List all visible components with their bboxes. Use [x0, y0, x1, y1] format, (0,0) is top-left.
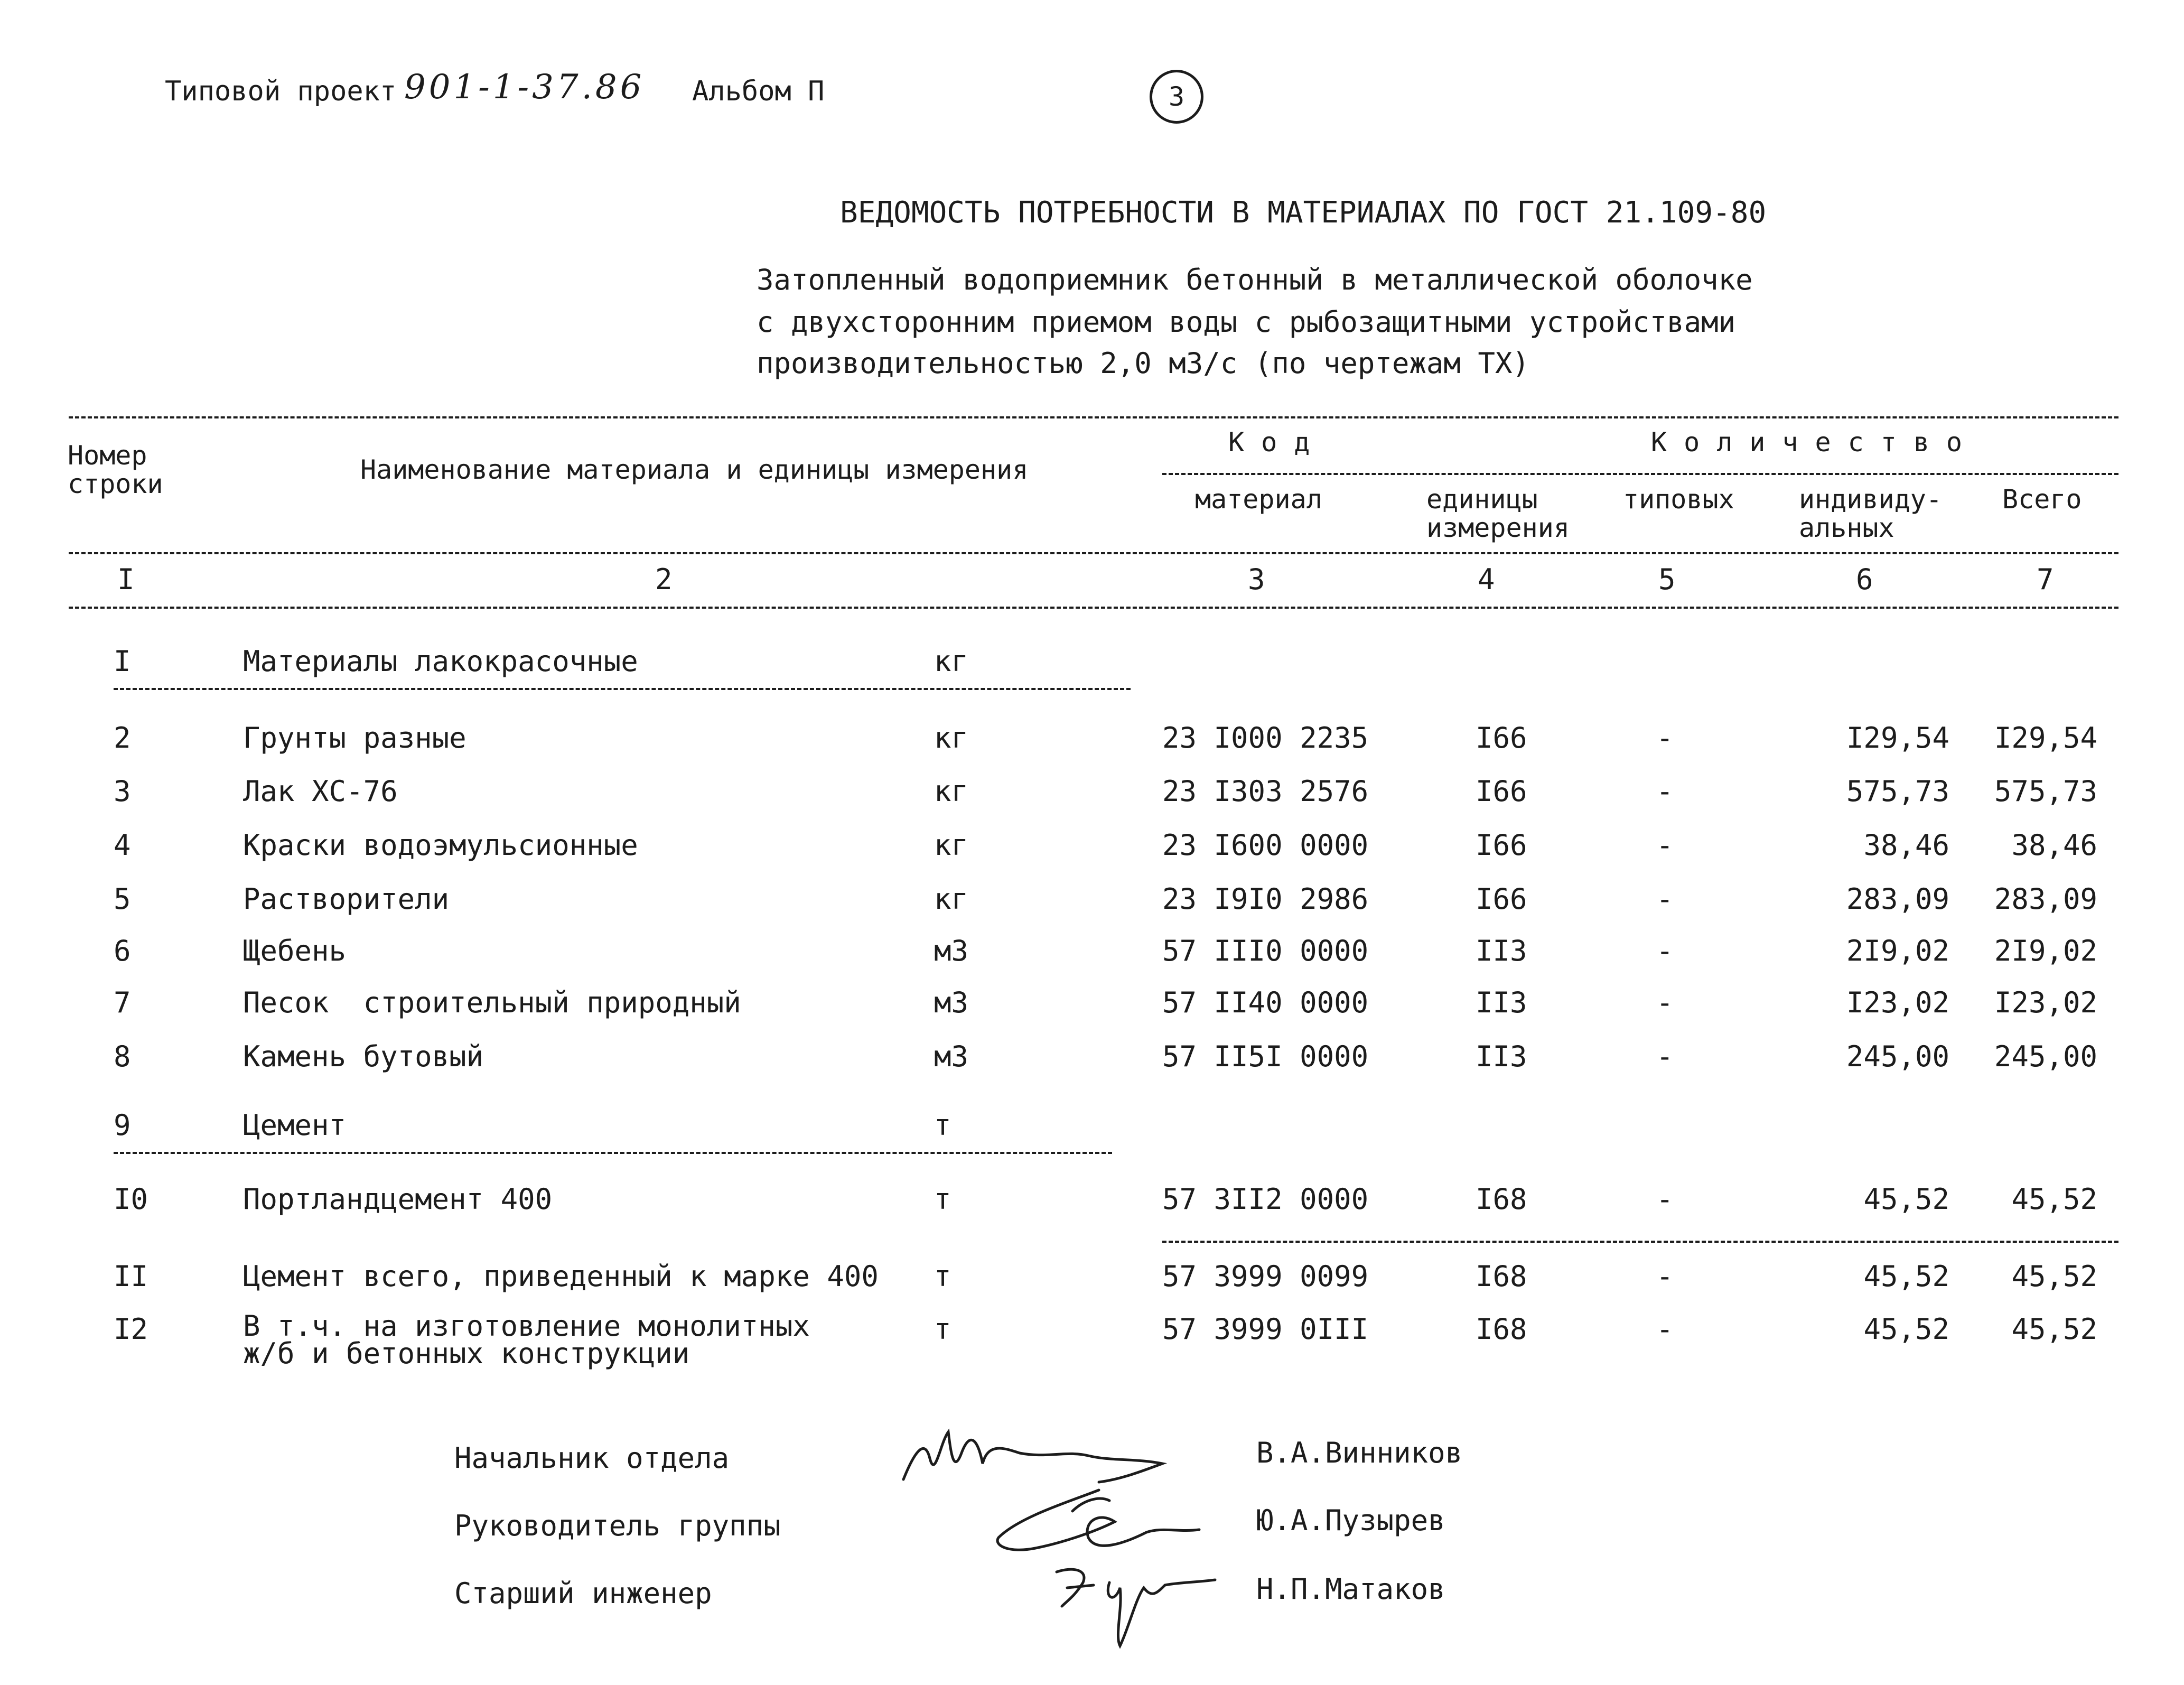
- header-material-name: Наименование материала и единицы измерения: [360, 454, 1029, 485]
- total-qty: I29,54: [1994, 721, 2097, 755]
- typical-qty: -: [1656, 882, 1674, 916]
- typical-qty: -: [1656, 775, 1674, 808]
- material-code: 57 3999 0099: [1162, 1260, 1369, 1293]
- group-underline-paint: [114, 688, 1131, 690]
- column-number-1: I: [117, 563, 135, 596]
- unit-code: II3: [1476, 934, 1527, 967]
- row-number: II: [114, 1260, 148, 1293]
- unit-code: I68: [1476, 1260, 1527, 1293]
- individual-qty: 283,09: [1846, 882, 1949, 916]
- row-number: 9: [114, 1109, 131, 1142]
- unit: т: [934, 1109, 951, 1142]
- row-number: I2: [114, 1312, 148, 1346]
- unit: м3: [934, 934, 969, 967]
- material-code: 57 II40 0000: [1162, 986, 1369, 1019]
- header-row-number: Номер строки: [68, 440, 163, 499]
- header-individual: индивиду- альных: [1799, 484, 1942, 543]
- column-numbers-rule: [69, 607, 2118, 609]
- individual-qty: 575,73: [1846, 775, 1949, 808]
- unit-code: II3: [1476, 986, 1527, 1019]
- table-top-rule: [69, 416, 2118, 418]
- header-material-code: материал: [1195, 484, 1322, 515]
- project-number: 901-1-37.86: [404, 68, 645, 107]
- material-name: Краски водоэмульсионные: [243, 828, 638, 862]
- typical-qty: -: [1656, 1312, 1674, 1346]
- project-label: Типовой проект: [165, 76, 397, 107]
- material-name: Материалы лакокрасочные: [243, 645, 638, 678]
- unit-code: I66: [1476, 828, 1527, 862]
- unit: т: [934, 1260, 951, 1293]
- total-qty: 575,73: [1994, 775, 2097, 808]
- document-title: ВЕДОМОСТЬ ПОТРЕБНОСТИ В МАТЕРИАЛАХ ПО ГОСТ 21.109-80: [840, 196, 1767, 230]
- subtitle-line-2: с двухсторонним приемом воды с рыбозащитными устройствами: [757, 305, 1736, 339]
- total-qty: 2I9,02: [1994, 934, 2097, 967]
- unit-code: I66: [1476, 775, 1527, 808]
- row-number: 6: [114, 934, 131, 967]
- signature-role-3: Старший инженер: [454, 1577, 712, 1610]
- unit: кг: [934, 828, 969, 862]
- column-number-7: 7: [2037, 563, 2054, 596]
- column-number-2: 2: [655, 563, 673, 596]
- individual-qty: 45,52: [1863, 1183, 1949, 1216]
- signature-role-1: Начальник отдела: [454, 1441, 730, 1475]
- material-name: Растворители: [243, 882, 450, 916]
- typical-qty: -: [1656, 986, 1674, 1019]
- row-number: I0: [114, 1183, 148, 1216]
- unit: м3: [934, 986, 969, 1019]
- signature-name-1: В.А.Винников: [1256, 1436, 1463, 1469]
- unit: т: [934, 1183, 951, 1216]
- material-name: Песок строительный природный: [243, 986, 741, 1019]
- individual-qty: 45,52: [1863, 1260, 1949, 1293]
- individual-qty: 45,52: [1863, 1312, 1949, 1346]
- material-code: 57 II5I 0000: [1162, 1040, 1369, 1073]
- material-name: Щебень: [243, 934, 347, 967]
- material-name: Портландцемент 400: [243, 1183, 553, 1216]
- signature-mark-3: [1051, 1556, 1220, 1651]
- subtotal-rule: [1162, 1241, 2118, 1243]
- column-number-5: 5: [1658, 563, 1676, 596]
- signature-name-3: Н.П.Матаков: [1256, 1572, 1445, 1606]
- material-name: Цемент всего, приведенный к марке 400: [243, 1260, 879, 1293]
- header-code-group: Код: [1228, 427, 1327, 458]
- signature-name-2: Ю.А.Пузырев: [1256, 1504, 1445, 1537]
- unit-code: I66: [1476, 721, 1527, 755]
- individual-qty: 245,00: [1846, 1040, 1949, 1073]
- header-quantity-group: Количество: [1651, 427, 1980, 458]
- typical-qty: -: [1656, 1260, 1674, 1293]
- unit: кг: [934, 882, 969, 916]
- signature-role-2: Руководитель группы: [454, 1509, 781, 1542]
- column-number-6: 6: [1856, 563, 1873, 596]
- unit: т: [934, 1312, 951, 1346]
- row-number: I: [114, 645, 131, 678]
- unit: м3: [934, 1040, 969, 1073]
- typical-qty: -: [1656, 934, 1674, 967]
- header-unit-code: единицы измерения: [1426, 484, 1570, 543]
- typical-qty: -: [1656, 828, 1674, 862]
- total-qty: 45,52: [2011, 1183, 2097, 1216]
- header-typical: типовых: [1623, 484, 1734, 515]
- material-code: 23 I303 2576: [1162, 775, 1369, 808]
- header-sub-rule: [1162, 473, 2118, 475]
- material-name: Камень бутовый: [243, 1040, 484, 1073]
- unit-code: I68: [1476, 1183, 1527, 1216]
- row-number: 4: [114, 828, 131, 862]
- material-code: 57 3999 0III: [1162, 1312, 1369, 1346]
- material-name: В т.ч. на изготовление монолитных ж/б и бетонных конструкции: [243, 1309, 810, 1370]
- total-qty: 45,52: [2011, 1312, 2097, 1346]
- total-qty: 38,46: [2011, 828, 2097, 862]
- material-code: 23 I600 0000: [1162, 828, 1369, 862]
- total-qty: 245,00: [1994, 1040, 2097, 1073]
- unit-code: I68: [1476, 1312, 1527, 1346]
- row-number: 8: [114, 1040, 131, 1073]
- unit: кг: [934, 645, 969, 678]
- individual-qty: I23,02: [1846, 986, 1949, 1019]
- page-number-badge: 3: [1150, 70, 1203, 124]
- material-code: 57 III0 0000: [1162, 934, 1369, 967]
- material-name: Цемент: [243, 1109, 347, 1142]
- individual-qty: I29,54: [1846, 721, 1949, 755]
- material-name: Лак ХС-76: [243, 775, 398, 808]
- column-number-4: 4: [1478, 563, 1495, 596]
- group-underline-cement: [114, 1152, 1112, 1154]
- subtitle-line-3: производительностью 2,0 м3/с (по чертежам ТХ): [757, 347, 1529, 380]
- unit-code: I66: [1476, 882, 1527, 916]
- typical-qty: -: [1656, 1183, 1674, 1216]
- header-bottom-rule: [69, 552, 2118, 554]
- header-total: Всего: [2002, 484, 2082, 515]
- unit: кг: [934, 775, 969, 808]
- material-name: Грунты разные: [243, 721, 466, 755]
- total-qty: 45,52: [2011, 1260, 2097, 1293]
- row-number: 2: [114, 721, 131, 755]
- row-number: 3: [114, 775, 131, 808]
- column-number-3: 3: [1248, 563, 1265, 596]
- material-code: 23 I9I0 2986: [1162, 882, 1369, 916]
- individual-qty: 2I9,02: [1846, 934, 1949, 967]
- typical-qty: -: [1656, 721, 1674, 755]
- material-code: 23 I000 2235: [1162, 721, 1369, 755]
- material-code: 57 3II2 0000: [1162, 1183, 1369, 1216]
- row-number: 5: [114, 882, 131, 916]
- total-qty: I23,02: [1994, 986, 2097, 1019]
- row-number: 7: [114, 986, 131, 1019]
- total-qty: 283,09: [1994, 882, 2097, 916]
- unit: кг: [934, 721, 969, 755]
- typical-qty: -: [1656, 1040, 1674, 1073]
- individual-qty: 38,46: [1863, 828, 1949, 862]
- subtitle-line-1: Затопленный водоприемник бетонный в металлической оболочке: [757, 263, 1753, 296]
- album-label: Альбом П: [692, 76, 825, 107]
- unit-code: II3: [1476, 1040, 1527, 1073]
